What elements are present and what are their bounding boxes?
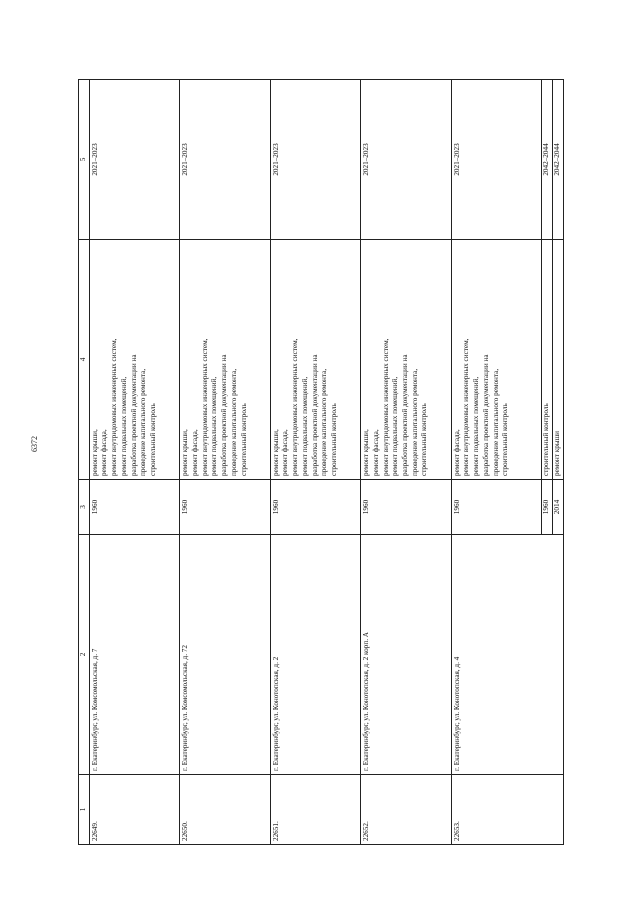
row-period: 2021–2023 bbox=[89, 80, 179, 240]
table-row bbox=[89, 80, 179, 845]
header-row bbox=[79, 80, 90, 845]
subrow-work: ремонт крыши bbox=[553, 240, 564, 480]
work-item: ремонт крыши, bbox=[181, 429, 190, 476]
row-works bbox=[89, 240, 179, 480]
row-address: г. Екатеринбург, ул. Комсомольская, д. 72 bbox=[180, 535, 270, 775]
row-works bbox=[451, 240, 541, 480]
work-item: ремонт внутридомовых инженерных систем, bbox=[462, 338, 471, 476]
work-item: проведение капитального ремонта, bbox=[139, 368, 148, 476]
row-address: г. Екатеринбург, ул. Комсомольская, д. 7 bbox=[89, 535, 179, 775]
table-row bbox=[361, 80, 451, 845]
row-works bbox=[180, 240, 270, 480]
work-item: ремонт фасада, bbox=[281, 429, 290, 476]
row-year: 1960 bbox=[361, 480, 451, 535]
work-item: проведение капитального ремонта, bbox=[491, 368, 500, 476]
work-item: разработка проектной документации на bbox=[401, 354, 410, 476]
row-works bbox=[270, 240, 360, 480]
row-year: 1960 bbox=[89, 480, 179, 535]
work-item: ремонт крыши, bbox=[271, 429, 280, 476]
work-item: ремонт внутридомовых инженерных систем, bbox=[110, 338, 119, 476]
work-item: ремонт фасада, bbox=[452, 429, 461, 476]
row-year: 1960 bbox=[270, 480, 360, 535]
work-item: проведение капитального ремонта, bbox=[229, 368, 238, 476]
header-col-1: 1 bbox=[79, 775, 90, 845]
repair-schedule-table bbox=[78, 79, 564, 845]
work-item: ремонт подвальных помещений, bbox=[472, 376, 481, 476]
subrow-period: 2042–2044 bbox=[553, 80, 564, 240]
table-row bbox=[180, 80, 270, 845]
table-wrapper bbox=[78, 80, 564, 845]
row-number: 22650. bbox=[180, 775, 270, 845]
work-item: ремонт подвальных помещений, bbox=[300, 376, 309, 476]
work-item: проведение капитального ремонта, bbox=[320, 368, 329, 476]
work-item: строительный контроль bbox=[149, 403, 158, 476]
row-number: 22652. bbox=[361, 775, 451, 845]
work-item: строительный контроль bbox=[239, 403, 248, 476]
row-year: 1960 bbox=[451, 480, 541, 535]
header-col-2: 2 bbox=[79, 535, 90, 775]
row-number: 22651. bbox=[270, 775, 360, 845]
work-item: разработка проектной документации на bbox=[129, 354, 138, 476]
subrow-period: 2042–2044 bbox=[542, 80, 553, 240]
subrow-year: 2014 bbox=[553, 480, 564, 535]
row-year: 1960 bbox=[180, 480, 270, 535]
work-item: ремонт фасада, bbox=[190, 429, 199, 476]
work-item: строительный контроль bbox=[501, 403, 510, 476]
row-address: г. Екатеринбург, ул. Конотопская, д. 4 bbox=[451, 535, 563, 775]
work-item: ремонт подвальных помещений, bbox=[119, 376, 128, 476]
row-number: 22653. bbox=[451, 775, 563, 845]
work-item: строительный контроль bbox=[330, 403, 338, 476]
table-row bbox=[451, 80, 541, 845]
row-period: 2021–2023 bbox=[270, 80, 360, 240]
work-item: ремонт фасада, bbox=[100, 429, 109, 476]
row-period: 2021–2023 bbox=[361, 80, 451, 240]
work-item: ремонт внутридомовых инженерных систем, bbox=[200, 338, 209, 476]
work-item: ремонт подвальных помещений, bbox=[391, 376, 400, 476]
work-item: строительный контроль bbox=[420, 403, 429, 476]
work-item: ремонт внутридомовых инженерных систем, bbox=[381, 338, 390, 476]
work-item: ремонт крыши, bbox=[362, 429, 371, 476]
header-col-5: 5 bbox=[79, 80, 90, 240]
work-item: разработка проектной документации на bbox=[481, 354, 490, 476]
row-works bbox=[361, 240, 451, 480]
subrow-year: 1960 bbox=[542, 480, 553, 535]
work-item: ремонт крыши, bbox=[90, 429, 99, 476]
row-address: г. Екатеринбург, ул. Конотопская, д. 2 корп. А bbox=[361, 535, 451, 775]
work-item: разработка проектной документации на bbox=[310, 354, 319, 476]
row-address: г. Екатеринбург, ул. Конотопская, д. 2 bbox=[270, 535, 360, 775]
header-col-3: 3 bbox=[79, 480, 90, 535]
work-item: проведение капитального ремонта, bbox=[410, 368, 419, 476]
row-period: 2021–2023 bbox=[451, 80, 541, 240]
work-item: разработка проектной документации на bbox=[220, 354, 229, 476]
table-row bbox=[270, 80, 360, 845]
page-number: 6372 bbox=[30, 436, 39, 452]
work-item: ремонт внутридомовых инженерных систем, bbox=[291, 338, 300, 476]
header-col-4: 4 bbox=[79, 240, 90, 480]
work-item: ремонт фасада, bbox=[371, 429, 380, 476]
subrow-work: строительный контроль bbox=[542, 240, 553, 480]
work-item: ремонт подвальных помещений, bbox=[210, 376, 219, 476]
row-number: 22649. bbox=[89, 775, 179, 845]
row-period: 2021–2023 bbox=[180, 80, 270, 240]
